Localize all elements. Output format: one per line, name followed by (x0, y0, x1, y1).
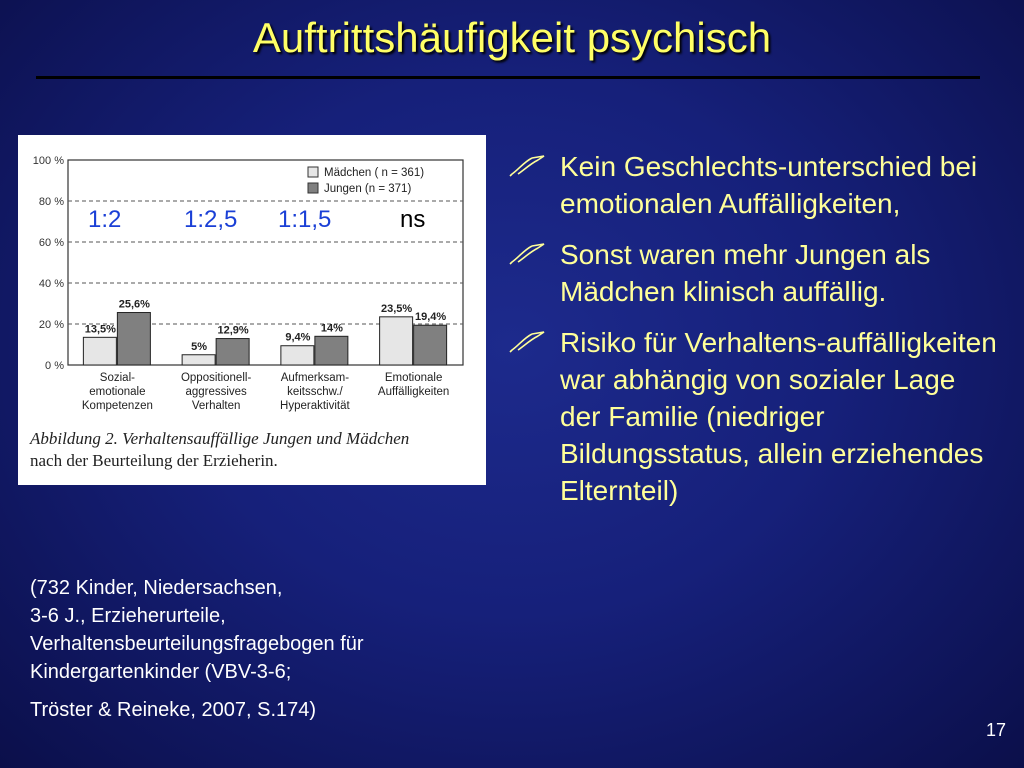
bar (315, 336, 348, 365)
data-label: 14% (320, 322, 343, 335)
bar (281, 346, 314, 365)
x-category-label: Oppositionell- (180, 372, 252, 384)
bullet-item (508, 324, 998, 509)
ratio-label-ns: ns (400, 206, 426, 233)
source-line: (732 Kinder, Niedersachsen, (30, 577, 283, 599)
x-category-label: emotionale (89, 386, 146, 398)
source-line: Verhaltensbeurteilungsfragebogen für (30, 633, 364, 655)
bar-chart (18, 135, 486, 485)
pen-nib-bullet-icon (508, 240, 548, 266)
x-category-label: Aufmerksam- (280, 372, 350, 384)
x-category-label: Sozial- (99, 372, 135, 384)
x-category-label: aggressives (185, 386, 247, 398)
bullet-list (508, 148, 998, 523)
bar (414, 325, 447, 365)
data-label: 13,5% (84, 323, 116, 336)
citation: Tröster & Reineke, 2007, S.174) (30, 699, 317, 721)
x-category-label: Auffälligkeiten (377, 386, 450, 398)
title-underline (36, 76, 980, 79)
x-category-label: Verhalten (191, 400, 241, 412)
data-label: 9,4% (285, 331, 311, 344)
legend-label: Mädchen ( n = 361) (324, 167, 425, 179)
bar (380, 317, 413, 365)
bullet-item (508, 148, 998, 222)
x-category-label: Hyperaktivität (280, 400, 350, 412)
data-label: 12,9% (217, 324, 249, 337)
data-label: 5% (191, 340, 208, 353)
x-category-label: Emotionale (384, 372, 443, 384)
bullet-text: Sonst waren mehr Jungen als Mädchen klinisch auffällig. (560, 239, 931, 307)
pen-nib-bullet-icon (508, 152, 548, 178)
bullet-text: Kein Geschlechts-unterschied bei emotionalen Auffälligkeiten, (560, 151, 978, 219)
data-label: 23,5% (381, 302, 413, 315)
x-category-label: Kompetenzen (81, 400, 153, 412)
bar (83, 337, 116, 365)
data-label: 25,6% (118, 298, 150, 311)
y-tick-label: 40 % (38, 278, 64, 290)
legend-swatch (308, 183, 318, 193)
legend-label: Jungen (n = 371) (324, 183, 412, 195)
y-tick-label: 20 % (38, 319, 64, 331)
source-line: 3-6 J., Erzieherurteile, (30, 605, 226, 627)
y-tick-label: 0 % (45, 360, 64, 372)
legend-swatch (308, 167, 318, 177)
ratio-label-2: 1:2,5 (184, 206, 238, 233)
figure-caption: Abbildung 2. Verhaltensauffällige Jungen und Mädchen (30, 429, 410, 448)
chart-figure (18, 135, 486, 485)
x-category-label: keitsschw./ (287, 386, 343, 398)
source-line: Kindergartenkinder (VBV-3-6; (30, 661, 292, 683)
figure-caption: nach der Beurteilung der Erzieherin. (30, 451, 278, 470)
y-tick-label: 100 % (32, 155, 64, 167)
bullet-item (508, 236, 998, 310)
bar (117, 313, 150, 365)
ratio-label-3: 1:1,5 (278, 206, 332, 233)
bar (182, 355, 215, 365)
page-number: 17 (985, 720, 1006, 740)
ratio-label-1: 1:2 (88, 206, 122, 233)
slide-title: Auftrittshäufigkeit psychisch (252, 14, 772, 61)
source-note (30, 574, 490, 724)
data-label: 19,4% (415, 311, 447, 324)
bar (216, 339, 249, 365)
bullet-text: Risiko für Verhaltens-auffälligkeiten war abhängig von sozialer Lage der Familie (niedriger Bildungsstatus, allein erziehendes Elternteil) (560, 327, 997, 506)
pen-nib-bullet-icon (508, 328, 548, 354)
y-tick-label: 80 % (38, 196, 64, 208)
y-tick-label: 60 % (38, 237, 64, 249)
